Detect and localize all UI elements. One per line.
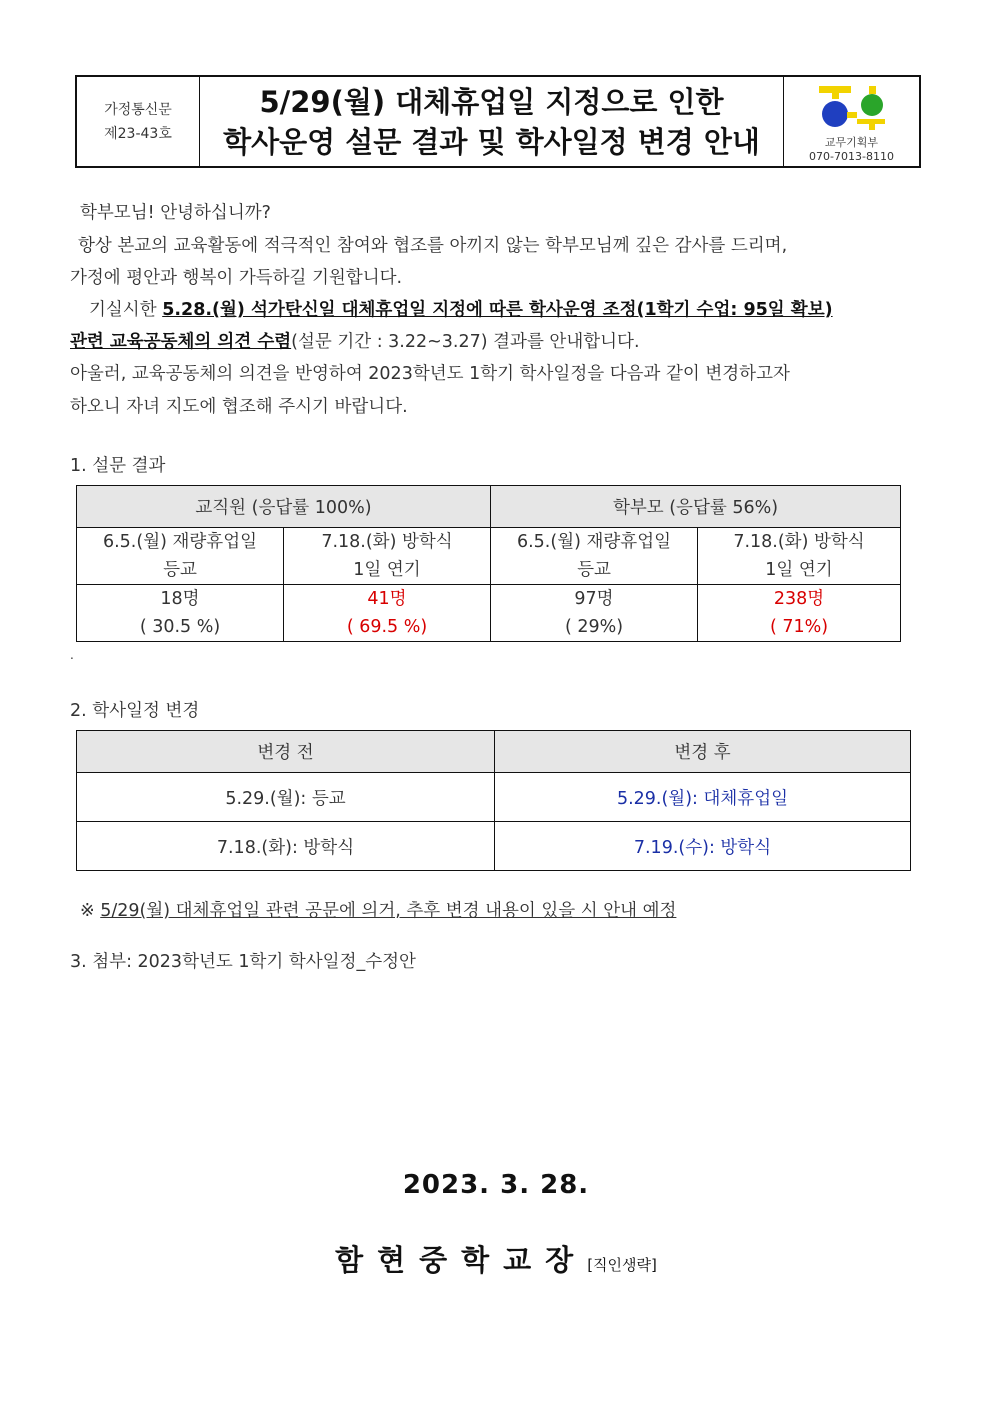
signature-line (0, 1238, 992, 1279)
schedule-change-table (76, 730, 911, 871)
parent-option-b-result: 238명 ( 71%) (698, 585, 901, 642)
schedule-note (80, 897, 932, 922)
survey-scope: 관련 교육공동체의 의견 수렴 (70, 332, 292, 352)
paragraph-1-line-2: 가정에 평안과 행복이 가득하길 기원합니다. (70, 268, 403, 288)
row-2-after: 7.19.(수): 방학식 (495, 822, 911, 871)
survey-subject: 5.28.(월) 석가탄신일 대체휴업일 지정에 따른 학사운영 조정(1학기 수업: 95일 확보) (162, 300, 833, 320)
group-staff: 교직원 (응답률 100%) (77, 486, 491, 528)
document-header (75, 75, 921, 168)
paragraph-3-line-1: 아울러, 교육공동체의 의견을 반영하여 2023학년도 1학기 학사일정을 다음과 같이 변경하고자 (70, 364, 790, 384)
doc-number: 제23-43호 (104, 125, 172, 142)
paragraph-1-line-1: 항상 본교의 교육활동에 적극적인 참여와 협조를 아끼지 않는 학부모님께 깊은 감사를 드리며, (78, 236, 788, 256)
row-1-after: 5.29.(월): 대체휴업일 (495, 773, 911, 822)
parent-option-a-result: 97명 ( 29%) (491, 585, 698, 642)
document-title (200, 77, 784, 166)
dept-phone: 070-7013-8110 (809, 150, 894, 163)
section-2-heading: 2. 학사일정 변경 (70, 701, 200, 721)
stray-dot: . (70, 648, 74, 662)
parent-option-a: 6.5.(월) 재량휴업일 등교 (491, 528, 698, 585)
greeting: 학부모님! 안녕하십니까? (80, 203, 271, 223)
header-doc-info (77, 77, 200, 166)
section-1-heading: 1. 설문 결과 (70, 456, 166, 476)
section-3-attachment: 3. 첨부: 2023학년도 1학기 학사일정_수정안 (70, 952, 416, 972)
paragraph-3-line-2: 하오니 자녀 지도에 협조해 주시기 바랍니다. (70, 397, 408, 417)
title-line-1: 5/29(월) 대체휴업일 지정으로 인한 (259, 84, 724, 119)
col-after: 변경 후 (495, 731, 911, 773)
header-contact (784, 77, 919, 166)
dept-name: 교무기획부 (824, 136, 879, 149)
staff-option-b-result: 41명 ( 69.5 %) (284, 585, 491, 642)
row-2-before: 7.18.(화): 방학식 (77, 822, 495, 871)
doc-type: 가정통신문 (104, 101, 172, 118)
issue-date: 2023. 3. 28. (402, 1170, 590, 1200)
parent-option-b: 7.18.(화) 방학식 1일 연기 (698, 528, 901, 585)
staff-option-b: 7.18.(화) 방학식 1일 연기 (284, 528, 491, 585)
signer-name: 함현중학교장 (335, 1243, 588, 1277)
title-line-2: 학사운영 설문 결과 및 학사일정 변경 안내 (223, 124, 760, 159)
school-logo-icon (819, 86, 885, 130)
seal-omitted-note: [직인생략] (587, 1256, 657, 1274)
col-before: 변경 전 (77, 731, 495, 773)
staff-option-a-result: 18명 ( 30.5 %) (77, 585, 284, 642)
row-1-before: 5.29.(월): 등교 (77, 773, 495, 822)
paragraph-2-line-2: 관련 교육공동체의 의견 수렴(설문 기간 : 3.22~3.27) 결과를 안내합니다. (70, 332, 640, 352)
note-text: 5/29(월) 대체휴업일 관련 공문에 의거, 추후 변경 내용이 있을 시 안내 예정 (100, 901, 677, 921)
survey-result-table (76, 485, 901, 642)
staff-option-a: 6.5.(월) 재량휴업일 등교 (77, 528, 284, 585)
group-parents: 학부모 (응답률 56%) (491, 486, 901, 528)
note-mark: ※ (80, 901, 95, 921)
paragraph-2-line-1: 기실시한 5.28.(월) 석가탄신일 대체휴업일 지정에 따른 학사운영 조정(1학기 수업: 95일 확보) (89, 300, 833, 320)
